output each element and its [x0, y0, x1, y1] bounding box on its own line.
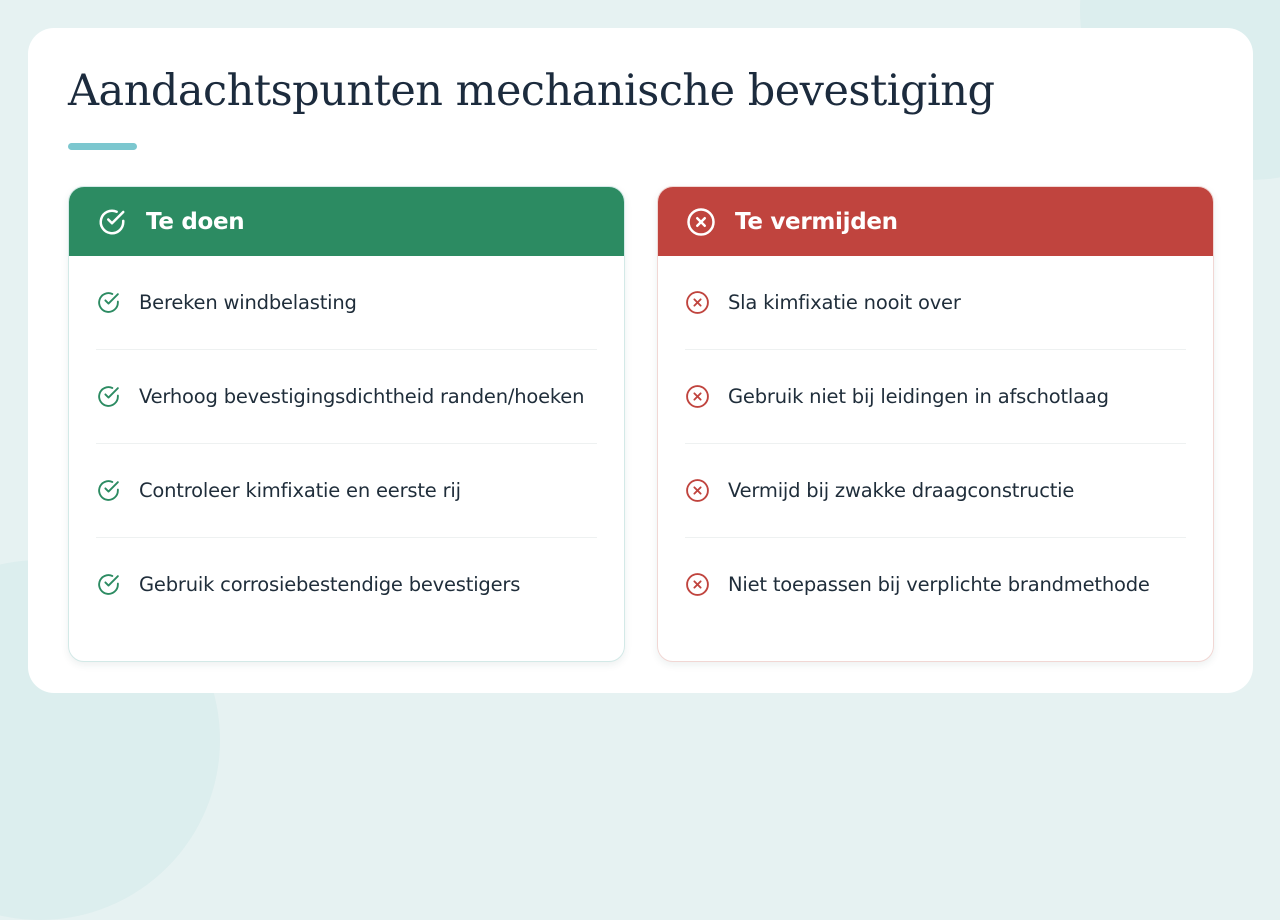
list-item-label: Niet toepassen bij verplichte brandmethode: [728, 573, 1150, 596]
check-circle-icon: [96, 290, 121, 315]
list-item: [96, 444, 597, 538]
list-item-label: Bereken windbelasting: [139, 291, 357, 314]
check-circle-icon: [96, 572, 121, 597]
list-item: [685, 350, 1186, 444]
x-circle-icon: [686, 207, 716, 237]
list-item-label: Gebruik niet bij leidingen in afschotlaag: [728, 385, 1109, 408]
list-item: [685, 444, 1186, 538]
page-title: Aandachtspunten mechanische bevestiging: [68, 66, 995, 116]
list-item: [96, 256, 597, 350]
x-circle-icon: [685, 290, 710, 315]
avoid-card-title: Te vermijden: [735, 208, 898, 235]
do-card-header: [69, 187, 624, 256]
list-item: [685, 538, 1186, 631]
do-card: [68, 186, 625, 662]
avoid-list: [658, 256, 1213, 631]
check-circle-icon: [97, 207, 127, 237]
list-item-label: Controleer kimfixatie en eerste rij: [139, 479, 461, 502]
check-circle-icon: [96, 478, 121, 503]
do-list: [69, 256, 624, 631]
list-item-label: Gebruik corrosiebestendige bevestigers: [139, 573, 521, 596]
list-item: [96, 350, 597, 444]
list-item: [685, 256, 1186, 350]
x-circle-icon: [685, 572, 710, 597]
list-item-label: Vermijd bij zwakke draagconstructie: [728, 479, 1075, 502]
x-circle-icon: [685, 478, 710, 503]
list-item-label: Sla kimfixatie nooit over: [728, 291, 961, 314]
list-item: [96, 538, 597, 631]
x-circle-icon: [685, 384, 710, 409]
list-item-label: Verhoog bevestigingsdichtheid randen/hoeken: [139, 385, 585, 408]
slide: [28, 28, 1253, 693]
avoid-card-header: [658, 187, 1213, 256]
check-circle-icon: [96, 384, 121, 409]
title-accent-bar: [68, 143, 137, 150]
avoid-card: [657, 186, 1214, 662]
do-card-title: Te doen: [146, 208, 245, 235]
